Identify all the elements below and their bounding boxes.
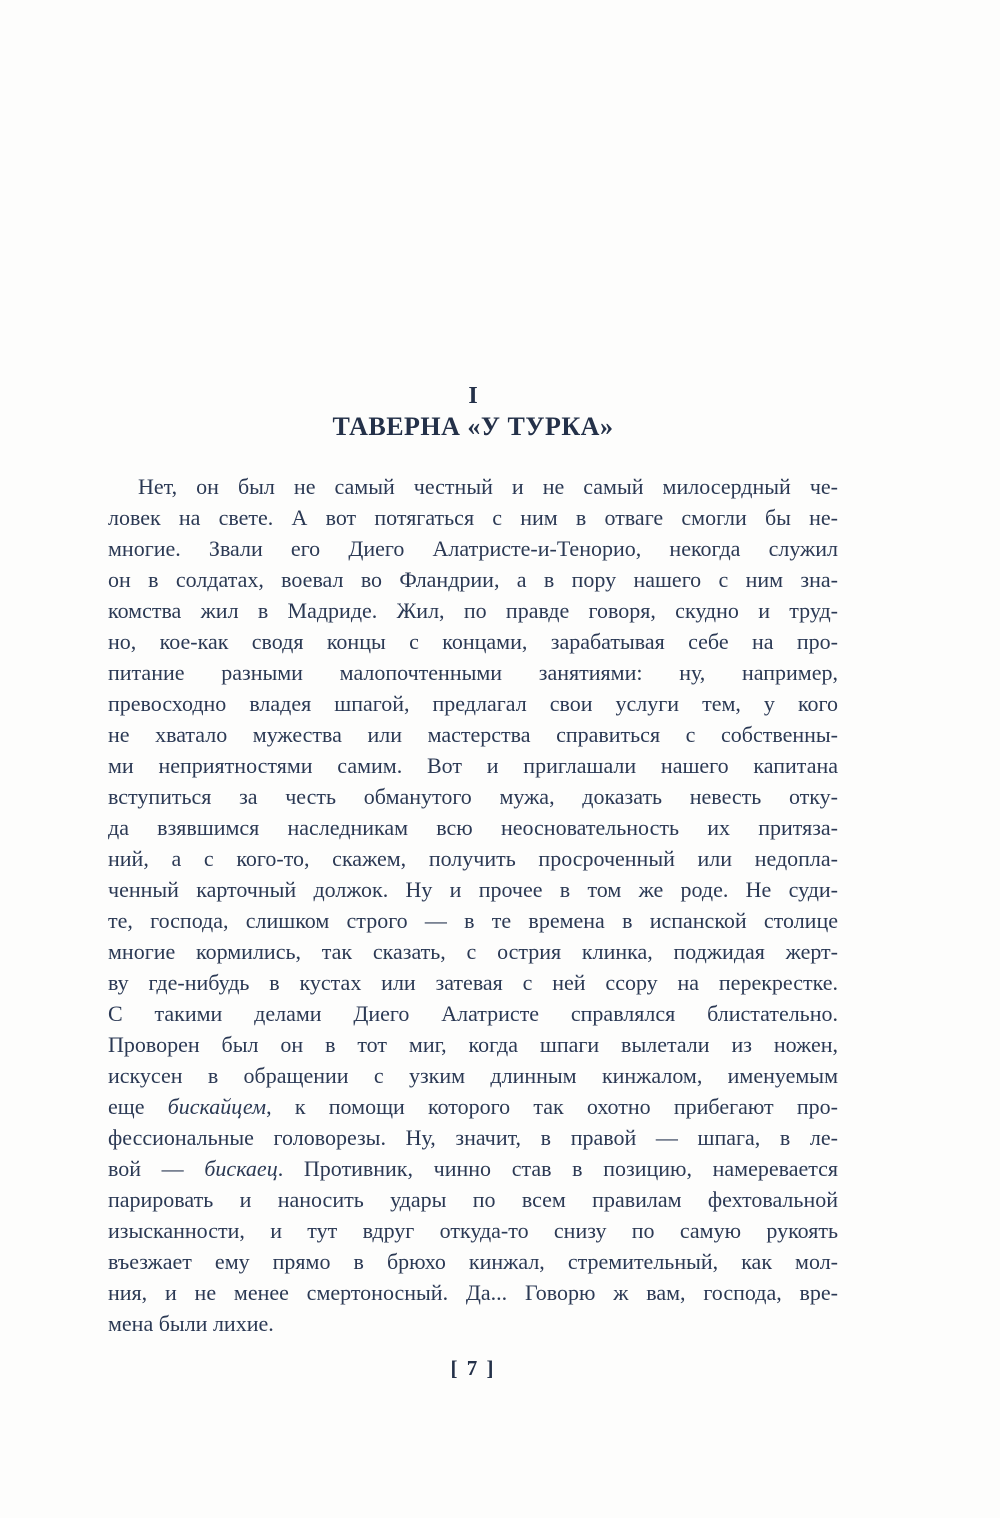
body-text <box>108 471 838 1339</box>
text-line: еще бискайцем, к помощи которого так охотно прибегают про- <box>108 1094 838 1119</box>
text-line: многие кормились, так сказать, с острия клинка, поджидая жерт- <box>108 939 838 964</box>
text-line: С такими делами Диего Алатристе справлялся блистательно. <box>108 1001 838 1026</box>
text-line: превосходно владея шпагой, предлагал свои услуги тем, у кого <box>108 691 838 716</box>
text-line: вступиться за честь обманутого мужа, доказать невесть отку- <box>108 784 838 809</box>
text-line: изысканности, и тут вдруг откуда-то снизу по самую рукоять <box>108 1218 838 1243</box>
text-line: вой — бискаец. Противник, чинно став в позицию, намеревается <box>108 1156 838 1181</box>
text-line: ловек на свете. А вот потягаться с ним в отваге смогли бы не- <box>108 505 838 530</box>
text-line: ния, и не менее смертоносный. Да... Говорю ж вам, господа, вре- <box>108 1280 838 1305</box>
text-line: питание разными малопочтенными занятиями: ну, например, <box>108 660 838 685</box>
text-line: Проворен был он в тот миг, когда шпаги вылетали из ножен, <box>108 1032 838 1057</box>
text-line: искусен в обращении с узким длинным кинжалом, именуемым <box>108 1063 838 1088</box>
text-line: Нет, он был не самый честный и не самый милосердный че- <box>138 474 838 499</box>
italic-term: бискаец <box>204 1156 278 1181</box>
text-line: не хватало мужества или мастерства справиться с собственны- <box>108 722 838 747</box>
text-line: комства жил в Мадриде. Жил, по правде говоря, скудно и труд- <box>108 598 838 623</box>
text-line: он в солдатах, воевал во Фландрии, а в пору нашего с ним зна- <box>108 567 838 592</box>
text-line: парировать и наносить удары по всем правилам фехтовальной <box>108 1187 838 1212</box>
page-number: [ 7 ] <box>450 1356 496 1380</box>
text-line: но, кое-как сводя концы с концами, зарабатывая себе на про- <box>108 629 838 654</box>
text-line: фессиональные головорезы. Ну, значит, в правой — шпага, в ле- <box>108 1125 838 1150</box>
text-line: ченный карточный должок. Ну и прочее в том же роде. Не суди- <box>108 877 838 902</box>
text-line: ний, а с кого-то, скажем, получить просроченный или недопла- <box>108 846 838 871</box>
text-line: те, господа, слишком строго — в те времена в испанской столице <box>108 908 838 933</box>
text-line: ву где-нибудь в кустах или затевая с ней ссору на перекрестке. <box>108 970 838 995</box>
chapter-number: I <box>468 383 478 409</box>
chapter-title: ТАВЕРНА «У ТУРКА» <box>332 412 614 441</box>
text-line: ми неприятностями самим. Вот и приглашали нашего капитана <box>108 753 838 778</box>
text-line: да взявшимся наследникам всю неосновательность их притяза- <box>108 815 838 840</box>
italic-term: бискайцем <box>167 1094 267 1119</box>
text-line: въезжает ему прямо в брюхо кинжал, стремительный, как мол- <box>108 1249 838 1274</box>
text-line: многие. Звали его Диего Алатристе-и-Тенорио, некогда служил <box>108 536 838 561</box>
text-line: мена были лихие. <box>108 1311 274 1336</box>
